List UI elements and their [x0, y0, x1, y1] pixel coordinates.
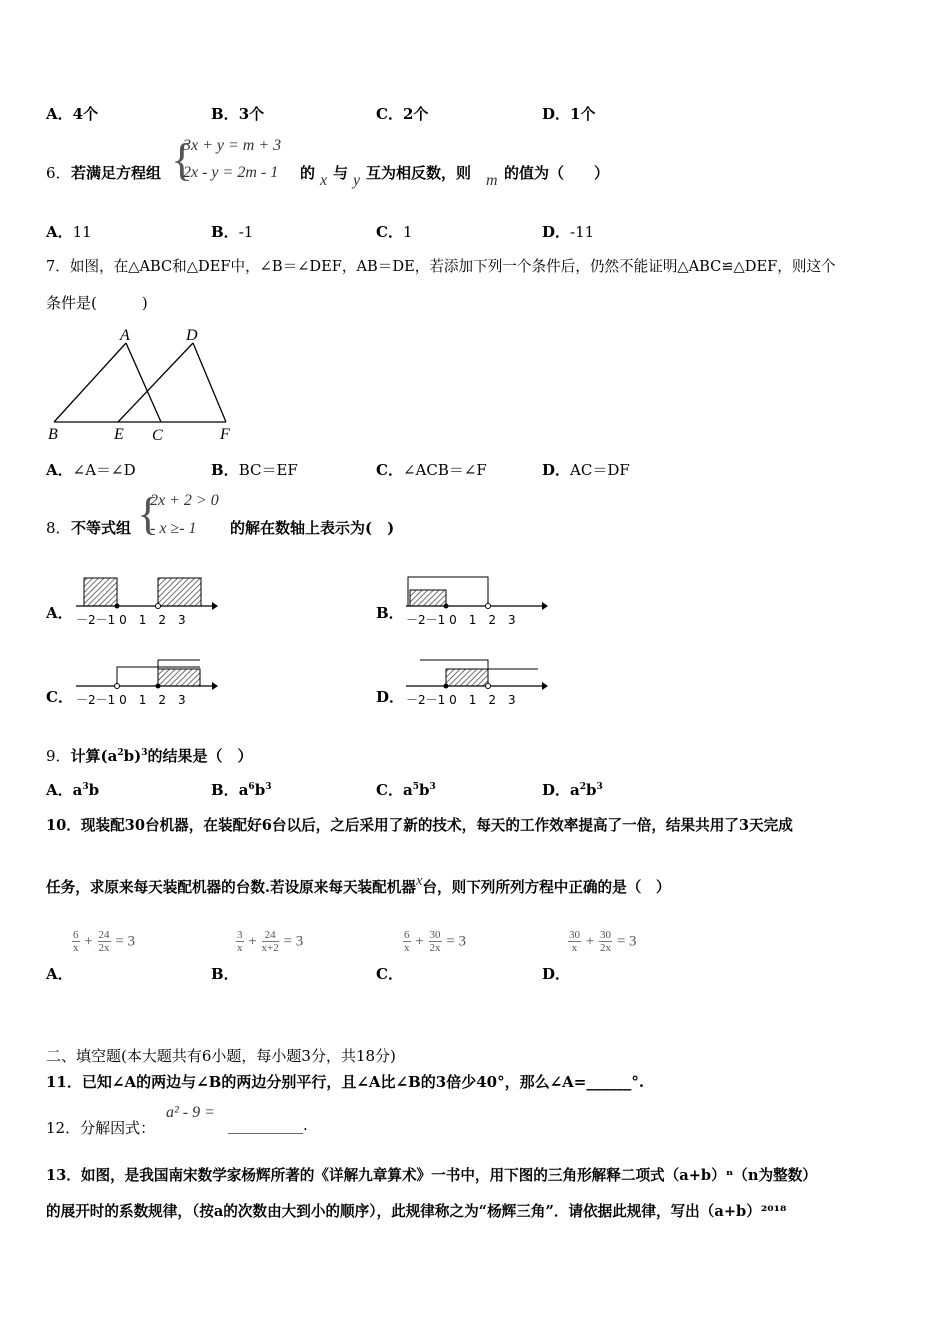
q12-prefix: 12．分解因式： — [46, 1119, 156, 1137]
q8-option-b-label: B． — [376, 604, 404, 622]
q7-option-a: A．∠A＝∠D — [46, 461, 136, 479]
q5-option-c: C．2个 — [376, 105, 429, 123]
q8-number: 8． — [46, 519, 71, 537]
svg-text:－2－1 0 1 2 3: －2－1 0 1 2 3 — [406, 613, 516, 627]
svg-text:－2－1 0 1 2 3: －2－1 0 1 2 3 — [76, 613, 186, 627]
q9-option-b: B．$a^6b^3$ — [211, 781, 272, 799]
q8-ineq1: 2x + 2 > 0 — [150, 492, 219, 509]
q6-brace: { — [171, 134, 194, 185]
q6-option-d: D．-11 — [542, 223, 595, 241]
q10-line1: 10．现装配30台机器，在装配好6台以后，之后采用了新的技术，每天的工作效率提高了一倍，结果共用了3天完成 — [46, 817, 793, 834]
q6-prefix: 若满足方程组 — [71, 164, 162, 182]
q8-number-line-b — [400, 572, 550, 628]
q10-option-d-label: D． — [542, 965, 571, 983]
q9-option-a: A．$a^3b$ — [46, 781, 100, 799]
q8-option-c-label: C． — [46, 688, 73, 706]
q5-option-d: D．1个 — [542, 105, 596, 123]
q7-triangle-figure — [44, 325, 244, 447]
q6-middle3: 互为相反数，则 — [366, 164, 472, 182]
q8-prefix: 不等式组 — [71, 519, 132, 537]
label-c: C — [152, 427, 163, 444]
section-heading: 二、填空题(本大题共有6小题，每小题3分，共18分) — [46, 1047, 396, 1065]
q6-middle1: 的 — [300, 164, 316, 182]
label-d: D — [186, 327, 198, 344]
q8-number-line-c — [70, 655, 220, 711]
label-e: E — [114, 426, 124, 443]
q8-number-line-a — [70, 572, 220, 628]
q8-ineq2: - x ≥- 1 — [150, 520, 197, 537]
q6-var-x: x — [320, 172, 328, 189]
q7-line1: 7．如图，在△ABC和△DEF中，∠B＝∠DEF，AB＝DE，若添加下列一个条件后，仍然不能证明△ABC≌△DEF，则这个 — [46, 258, 836, 275]
q10-option-b-eq: $\frac{3}{x}$ + $\frac{24}{x+2}$ = 3 — [237, 929, 304, 954]
q10-option-a-label: A． — [46, 965, 73, 983]
q7-line2: 条件是( ) — [46, 294, 148, 312]
q11-text: 11．已知∠A的两边与∠B的两边分别平行，且∠A比∠B的3倍少40°，那么∠A=______°. — [46, 1073, 645, 1091]
q6-eq1: 3x + y = m + 3 — [183, 137, 282, 154]
line-df — [193, 343, 226, 422]
svg-text:－2－1 0 1 2 3: －2－1 0 1 2 3 — [76, 693, 186, 707]
q5-option-a: A．4个 — [46, 105, 99, 123]
q6-number: 6． — [46, 164, 71, 182]
q6-suffix: 的值为（ ） — [504, 164, 610, 182]
q6-option-a: A．11 — [46, 223, 92, 241]
q10-option-c-eq: $\frac{6}{x}$ + $\frac{30}{2x}$ = 3 — [404, 929, 467, 954]
q10-option-d-eq: $\frac{30}{x}$ + $\frac{30}{2x}$ = 3 — [569, 929, 637, 954]
q9-option-c: C．$a^5b^3$ — [376, 781, 436, 799]
q8-suffix: 的解在数轴上表示为( ) — [230, 519, 395, 537]
q6-option-b: B．-1 — [211, 223, 254, 241]
q13-line2: 的展开时的系数规律，（按a的次数由大到小的顺序），此规律称之为“杨辉三角”．请依据此规律，写出（a+b）²⁰¹⁸ — [46, 1203, 787, 1220]
q6-middle2: 与 — [333, 164, 349, 182]
label-b: B — [48, 426, 58, 443]
q8-number-line-d — [400, 655, 550, 711]
q10-option-a-eq: $\frac{6}{x}$ + $\frac{24}{2x}$ = 3 — [73, 929, 136, 954]
q6-var-y: y — [353, 172, 361, 189]
q5-option-b: B．3个 — [211, 105, 265, 123]
q8-brace: { — [137, 488, 160, 539]
q6-option-c: C．1 — [376, 223, 413, 241]
label-f: F — [220, 426, 230, 443]
q7-option-c: C．∠ACB＝∠F — [376, 461, 487, 479]
q6-var-m: m — [486, 172, 498, 189]
q7-option-d: D．AC＝DF — [542, 461, 630, 479]
q6-eq2: 2x - y = 2m - 1 — [183, 164, 279, 181]
svg-text:－2－1 0 1 2 3: －2－1 0 1 2 3 — [406, 693, 516, 707]
q10-option-c-label: C． — [376, 965, 403, 983]
q10-line2: 任务，求原来每天装配机器的台数.若设原来每天装配机器x台，则下列所列方程中正确的是（ ） — [46, 873, 671, 896]
q12-expr: a² - 9 = — [166, 1104, 215, 1121]
q12-blank: __________. — [228, 1116, 308, 1134]
q13-line1: 13．如图，是我国南宋数学家杨辉所著的《详解九章算术》一书中，用下图的三角形解释二项式（a+b）ⁿ（n为整数） — [46, 1167, 817, 1184]
line-ab — [54, 343, 126, 422]
q8-option-d-label: D． — [376, 688, 405, 706]
q9-stem: 9．计算$(a^2b)^3$的结果是（ ） — [46, 747, 253, 765]
label-a: A — [120, 327, 130, 344]
q7-option-b: B．BC＝EF — [211, 461, 298, 479]
q10-option-b-label: B． — [211, 965, 239, 983]
q9-option-d: D．$a^2b^3$ — [542, 781, 603, 799]
q8-option-a-label: A． — [46, 604, 73, 622]
